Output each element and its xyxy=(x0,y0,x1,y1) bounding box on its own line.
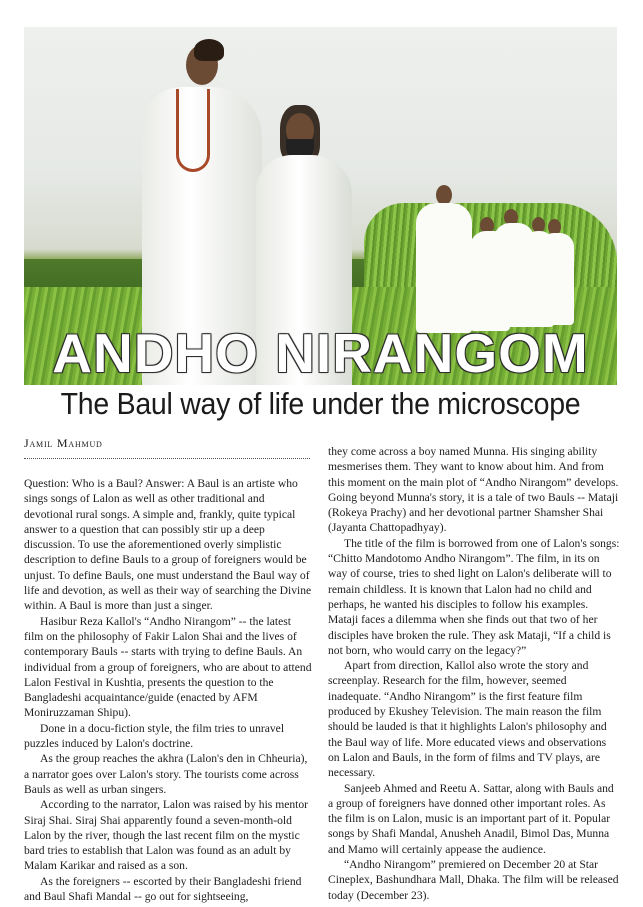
paragraph: Apart from direction, Kallol also wrote the story and screenplay. Research for the film, however, seemed inadequate. “Andho Nirangom” is the first feature film produced by Ekushey Television. The main reason the film should be lauded is that it highlights Lalon's philosophy and the Baul way of life. More educated views and observations on Lalon and Bauls, in the form of films and TV plays, are necessary. xyxy=(328,659,607,780)
article-column-1 xyxy=(24,476,312,904)
paragraph: The title of the film is borrowed from one of Lalon's songs: “Chitto Mandotomo Andho Nirangom”. The film, in its on way of course, tries to shed light on Lalon's deliberate will to remain childless. It is known that Lalon had no child and perhaps, he wanted his disciples to follow his examples. Mataji faces a dilemma when she finds out that two of her disciples have broken the rule. They ask Mataji, “If a child is not born, who would carry on the legacy?” xyxy=(328,536,620,657)
paragraph: Sanjeeb Ahmed and Reetu A. Sattar, along with Bauls and a group of foreigners have donned other important roles. As the film is on Lalon, music is an important part of it. Popular songs by Shafi Mandal, Anusheh Anadil, Bimol Das, Munna and Mamo will certainly appease the audience. xyxy=(328,781,614,856)
paragraph: Done in a docu-fiction style, the film tries to unravel puzzles induced by Lalon's doctrine. xyxy=(24,721,285,751)
subheadline: The Baul way of life under the microscope xyxy=(60,386,581,421)
paragraph: “Andho Nirangom” premiered on December 20 at Star Cineplex, Bashundhara Mall, Dhaka. The film will be released today (December 23). xyxy=(328,858,619,902)
paragraph: they come across a boy named Munna. His singing ability mesmerises them. They want to know about him. And from this moment on the main plot of “Andho Nirangom” develops. Going beyond Munna's story, it is a tale of two Bauls -- Mataji (Rokeya Prachy) and her devotional partner Shamsher Shai (Jayanta Chattopadhyay). xyxy=(328,445,619,535)
headline: ANDHO NIRANGOM xyxy=(52,322,589,384)
dotted-divider xyxy=(24,458,310,459)
paragraph: As the foreigners -- escorted by their Bangladeshi friend and Baul Shafi Mandal -- go out for sightseeing, xyxy=(24,874,302,904)
paragraph: As the group reaches the akhra (Lalon's den in Chheuria), a narrator goes over Lalon's story. The tourists come across Bauls as well as urban singers. xyxy=(24,752,308,796)
article-column-2 xyxy=(328,444,620,903)
paragraph: Hasibur Reza Kallol's “Andho Nirangom” -- the latest film on the philosophy of Fakir Lalon Shai and the lives of contemporary Bauls -- starts with trying to define Bauls. An individual from a group of foreigners, who are about to attend Lalon Festival in Kushtia, presents the question to the Bangladeshi acquaintance/guide (enacted by AFM Moniruzzaman Shipu). xyxy=(24,614,312,720)
paragraph: According to the narrator, Lalon was raised by his mentor Siraj Shai. Siraj Shai apparently found a seven-month-old Lalon by the river, though the last recent film on the mystic bard tries to establish that Lalon was found as an adult by Malam Karikar and raised as a son. xyxy=(24,798,309,873)
byline: Jamil Mahmud xyxy=(24,436,103,450)
paragraph: Question: Who is a Baul? Answer: A Baul is an artiste who sings songs of Lalon as well as other traditional and devotional rural songs. A simple and, frankly, quite typical answer to a question that can possibly stir up a deep discussion. To use the aforementioned overly simplistic description to define Bauls to a group of foreigners would be unjust. To define Bauls, one must understand the Baul way of life and devotion, as well as their way of searching the Divine within. A Baul is more than just a singer. xyxy=(24,477,312,613)
